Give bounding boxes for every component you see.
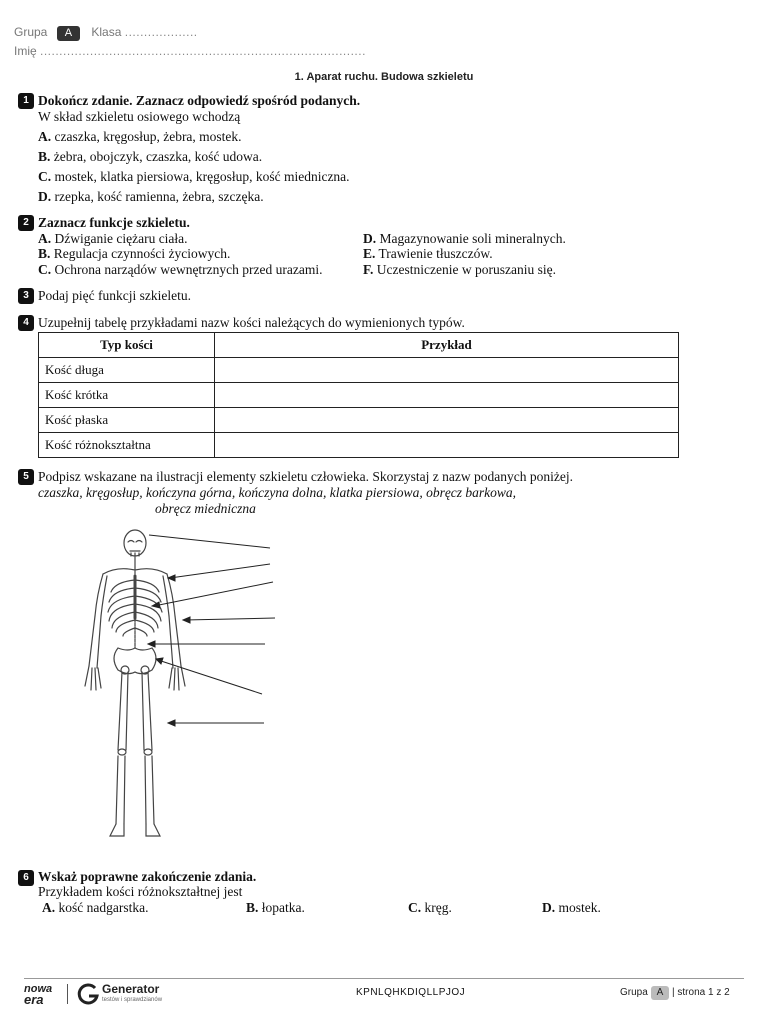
q2-prompt: Zaznacz funkcje szkieletu. (38, 215, 190, 230)
q2-option-f[interactable]: F. Uczestniczenie w poruszaniu się. (363, 262, 556, 277)
q2-option-c[interactable]: C. Ochrona narządów wewnętrznych przed urazami. (38, 262, 323, 277)
q6-option-b[interactable]: B. łopatka. (246, 900, 305, 915)
q6-stem: Przykładem kości różnokształtnej jest (38, 884, 243, 899)
q2-option-a[interactable]: A. Dźwiganie ciężaru ciała. (38, 231, 188, 246)
bone-type-cell: Kość długa (39, 358, 215, 383)
group-badge: A (57, 26, 80, 41)
bone-types-table (38, 332, 679, 458)
logo-separator (67, 984, 68, 1004)
question-number: 4 (18, 315, 34, 331)
q2-option-e[interactable]: E. Trawienie tłuszczów. (363, 246, 493, 261)
q1-stem: W skład szkieletu osiowego wchodzą (38, 109, 241, 124)
q6-option-a[interactable]: A. kość nadgarstka. (42, 900, 149, 915)
footer-group-label: Grupa (620, 987, 648, 998)
q6-option-c[interactable]: C. kręg. (408, 900, 452, 915)
q1-option-c[interactable]: C. mostek, klatka piersiowa, kręgosłup, kość miedniczna. (38, 169, 350, 184)
q6-option-d[interactable]: D. mostek. (542, 900, 601, 915)
table-row (39, 408, 679, 433)
q2-option-d[interactable]: D. Magazynowanie soli mineralnych. (363, 231, 566, 246)
question-number: 2 (18, 215, 34, 231)
table-header: Typ kości (39, 333, 215, 358)
q3-prompt: Podaj pięć funkcji szkieletu. (38, 288, 191, 303)
table-header: Przykład (215, 333, 679, 358)
question-number: 6 (18, 870, 34, 886)
skeleton-illustration (80, 520, 280, 850)
footer-divider (24, 978, 744, 979)
page-indicator: | strona 1 z 2 (672, 987, 730, 998)
group-label: Grupa (14, 25, 48, 39)
table-row (39, 358, 679, 383)
q1-option-b[interactable]: B. żebra, obojczyk, czaszka, kość udowa. (38, 149, 263, 164)
generator-logo: Generator testów i sprawdzianów (102, 982, 163, 1003)
bone-type-cell: Kość krótka (39, 383, 215, 408)
generator-logo-icon (76, 982, 100, 1006)
class-label: Klasa (91, 25, 122, 39)
page-title: 1. Aparat ruchu. Budowa szkieletu (294, 71, 474, 83)
table-header-row (39, 333, 679, 358)
bone-type-cell: Kość płaska (39, 408, 215, 433)
question-number: 5 (18, 469, 34, 485)
q4-prompt: Uzupełnij tabelę przykładami nazw kości należących do wymienionych typów. (38, 315, 465, 330)
q5-terms-line2: obręcz miedniczna (155, 501, 256, 516)
group-row (14, 25, 198, 41)
name-label: Imię (14, 44, 37, 58)
class-field[interactable]: ................... (124, 25, 198, 39)
question-number: 1 (18, 93, 34, 109)
question-number: 3 (18, 288, 34, 304)
q6-prompt: Wskaż poprawne zakończenie zdania. (38, 869, 257, 884)
name-row (14, 44, 366, 58)
nowa-era-logo: nowa era (24, 983, 53, 1007)
footer-group-badge: A (651, 986, 670, 1000)
q2-option-b[interactable]: B. Regulacja czynności życiowych. (38, 246, 231, 261)
q1-option-d[interactable]: D. rzepka, kość ramienna, żebra, szczęka. (38, 189, 264, 204)
q1-prompt: Dokończ zdanie. Zaznacz odpowiedź spośród podanych. (38, 93, 361, 108)
q1-option-a[interactable]: A. czaszka, kręgosłup, żebra, mostek. (38, 129, 242, 144)
name-field[interactable]: ..................................................................................... (40, 44, 366, 58)
bone-type-cell: Kość różnokształtna (39, 433, 215, 458)
example-answer-cell[interactable] (215, 358, 679, 383)
footer-group-page (620, 986, 730, 1000)
example-answer-cell[interactable] (215, 433, 679, 458)
q5-terms-line1: czaszka, kręgosłup, kończyna górna, kończyna dolna, klatka piersiowa, obręcz barkowa, (38, 485, 517, 500)
example-answer-cell[interactable] (215, 408, 679, 433)
q5-prompt: Podpisz wskazane na ilustracji elementy szkieletu człowieka. Skorzystaj z nazw podanych poniżej. (38, 469, 573, 484)
table-row (39, 433, 679, 458)
example-answer-cell[interactable] (215, 383, 679, 408)
test-code: KPNLQHKDIQLLPJOJ (356, 987, 466, 998)
table-row (39, 383, 679, 408)
